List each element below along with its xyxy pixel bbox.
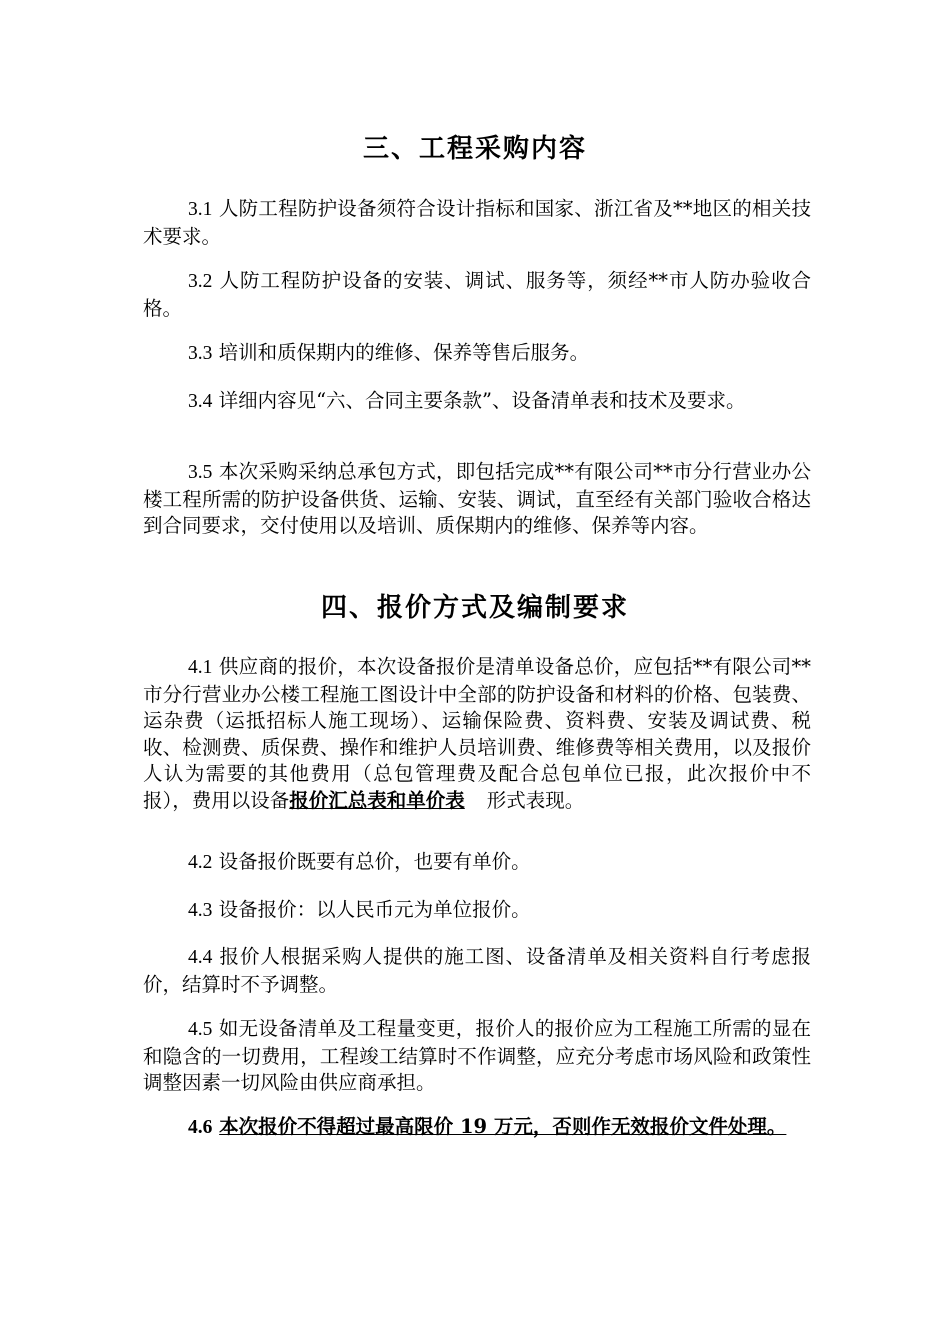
item-number: 3.4	[188, 391, 213, 412]
item-number: 4.6	[188, 1117, 213, 1138]
paragraph-4-2	[143, 849, 811, 877]
item-number: 4.3	[188, 900, 213, 921]
paragraph-3-3	[143, 340, 811, 368]
section-4-heading: 四、报价方式及编制要求	[320, 593, 629, 623]
item-text: 详细内容见“六、合同主要条款”、设备清单表和技术及要求。	[218, 389, 746, 412]
item-number: 4.5	[188, 1019, 213, 1040]
item-number: 3.2	[188, 271, 213, 292]
paragraph-3-5	[143, 459, 811, 540]
item-text: 本次采购采纳总承包方式，即包括完成**有限公司**市分行营业办公楼工程所需的防护设备供货、运输、安装、调试，直至经有关部门验收合格达到合同要求，交付使用以及培训、质保期内的维修、保养等内容。	[143, 460, 811, 537]
item-text: 人防工程防护设备的安装、调试、服务等，须经**市人防办验收合格。	[143, 269, 811, 320]
section-3-heading: 三、工程采购内容	[362, 134, 587, 164]
paragraph-3-4	[143, 388, 811, 416]
item-text: 供应商的报价，本次设备报价是清单设备总价，应包括**有限公司**市分行营业办公楼工程施工图设计中全部的防护设备和材料的价格、包装费、运杂费（运抵招标人施工现场）、运输保险费、资料费、安装及调试费、税收、检测费、质保费、操作和维护人员培训费、维修费等相关费用，以及报价人认为需要的其他费用（总包管理费及配合总包单位已报，此次报价中不报），费用以设备	[143, 655, 811, 812]
paragraph-4-3	[143, 897, 811, 925]
item-number: 3.1	[188, 199, 213, 220]
item-number: 3.3	[188, 343, 213, 364]
emphasized-text: 报价汇总表和单价表	[289, 788, 465, 812]
paragraph-4-4	[143, 944, 811, 998]
item-number: 4.2	[188, 852, 213, 873]
item-text: 培训和质保期内的维修、保养等售后服务。	[218, 341, 590, 364]
paragraph-4-1	[143, 654, 811, 814]
item-text: 设备报价既要有总价，也要有单价。	[218, 850, 531, 873]
item-text-tail: 形式表现。	[486, 788, 585, 812]
price-limit-text: 本次报价不得超过最高限价 19 万元，否则作无效报价文件处理。	[219, 1115, 787, 1138]
paragraph-3-1	[143, 196, 811, 250]
item-text: 报价人根据采购人提供的施工图、设备清单及相关资料自行考虑报价，结算时不予调整。	[143, 945, 811, 996]
item-number: 3.5	[188, 462, 213, 483]
item-text: 人防工程防护设备须符合设计指标和国家、浙江省及**地区的相关技术要求。	[143, 197, 811, 248]
item-text: 如无设备清单及工程量变更，报价人的报价应为工程施工所需的显在和隐含的一切费用，工程竣工结算时不作调整，应充分考虑市场风险和政策性调整因素一切风险由供应商承担。	[143, 1017, 811, 1094]
item-number: 4.4	[188, 947, 213, 968]
paragraph-4-5	[143, 1016, 811, 1097]
item-text: 设备报价：以人民币元为单位报价。	[218, 898, 531, 921]
paragraph-4-6	[143, 1114, 811, 1142]
item-number: 4.1	[188, 657, 213, 678]
paragraph-3-2	[143, 268, 811, 322]
